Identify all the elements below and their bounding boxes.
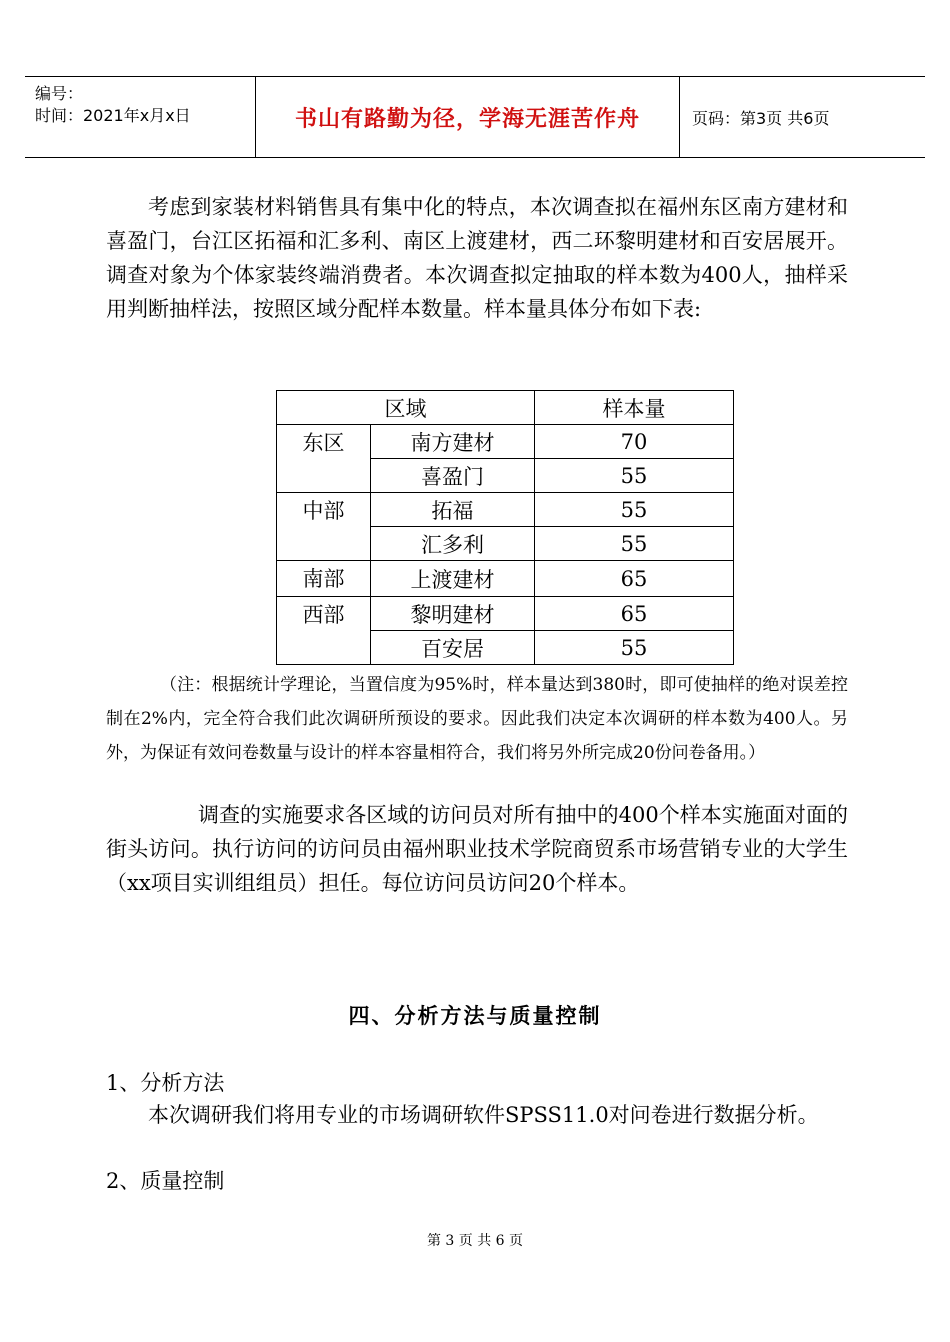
doc-number-label: 编号： [35, 84, 84, 103]
sample-distribution-table [276, 390, 734, 665]
paragraph-analysis-method: 本次调研我们将用专业的市场调研软件SPSS11.0对问卷进行数据分析。 [148, 1103, 819, 1127]
table-row [277, 597, 734, 631]
count-cell: 70 [535, 425, 734, 459]
page-footer: 第 3 页 共 6 页 [426, 1233, 524, 1249]
table-header-count: 样本量 [535, 391, 734, 425]
count-cell: 55 [535, 493, 734, 527]
region-cell: 中部 [277, 493, 371, 561]
region-cell: 南部 [277, 561, 371, 597]
count-cell: 65 [535, 561, 734, 597]
subheading-analysis-method: 1、分析方法 [106, 1071, 225, 1095]
store-cell: 拓福 [371, 493, 535, 527]
page-header [25, 76, 925, 158]
subheading-quality-control: 2、质量控制 [106, 1169, 225, 1193]
count-cell: 65 [535, 597, 734, 631]
count-cell: 55 [535, 527, 734, 561]
paragraph-survey-locations: 考虑到家装材料销售具有集中化的特点，本次调查拟在福州东区南方建材和喜盈门，台江区拓福和汇多利、南区上渡建材，西二环黎明建材和百安居展开。调查对象为个体家装终端消费者。本次调查拟定抽取的样本数为400人，抽样采用判断抽样法，按照区域分配样本数量。样本量具体分布如下表: [106, 195, 848, 321]
statistical-note: （注：根据统计学理论，当置信度为95%时，样本量达到380时，即可使抽样的绝对误差控制在2%内，完全符合我们此次调研所预设的要求。因此我们决定本次调研的样本数为400人。另外，为保证有效问卷数量与设计的样本容量相符合，我们将另外所完成20份问卷备用。） [106, 675, 848, 763]
region-cell: 东区 [277, 425, 371, 493]
store-cell: 南方建材 [371, 425, 535, 459]
count-cell: 55 [535, 459, 734, 493]
store-cell: 黎明建材 [371, 597, 535, 631]
header-page-info: 页码：第3页 共6页 [692, 108, 830, 128]
paragraph-interview-implementation: 调查的实施要求各区域的访问员对所有抽中的400个样本实施面对面的街头访问。执行访问的访问员由福州职业技术学院商贸系市场营销专业的大学生（xx项目实训组组员）担任。每位访问员访问20个样本。 [106, 803, 848, 895]
count-cell: 55 [535, 631, 734, 665]
store-cell: 百安居 [371, 631, 535, 665]
doc-time-label: 时间：2021年x月x日 [35, 106, 191, 125]
table-row [277, 561, 734, 597]
region-cell: 西部 [277, 597, 371, 665]
table-header-region: 区域 [277, 391, 535, 425]
store-cell: 汇多利 [371, 527, 535, 561]
store-cell: 上渡建材 [371, 561, 535, 597]
store-cell: 喜盈门 [371, 459, 535, 493]
header-motto: 书山有路勤为径，学海无涯苦作舟 [255, 77, 680, 157]
table-header-row [277, 391, 734, 425]
table-row [277, 425, 734, 459]
section-title: 四、分析方法与质量控制 [348, 1004, 602, 1028]
header-meta [25, 77, 255, 157]
table-row [277, 493, 734, 527]
